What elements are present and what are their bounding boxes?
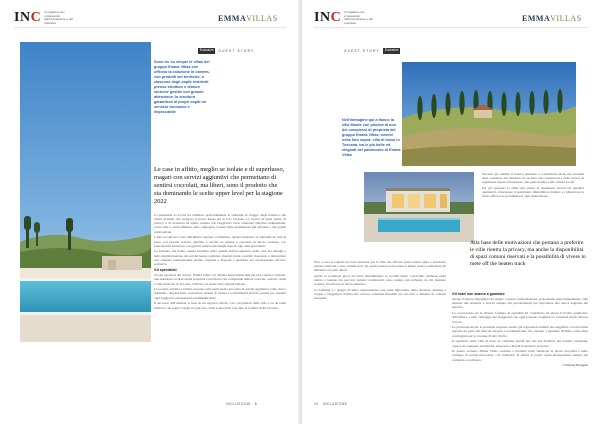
left-folio	[226, 402, 257, 406]
inc-brand-prefix: IN	[14, 10, 31, 26]
left-lead-paragraph: Le case in affitto, meglio se isolate e di superlusso, magari con servizi aggiuntivi che permettano di sentirsi coccolati, ma liberi, sono il prodotto che sta dominando le scelte upper level per la stagione 2022	[154, 166, 285, 205]
right-body-column-2	[452, 290, 588, 369]
left-body-column	[154, 213, 286, 311]
section-label	[198, 48, 254, 54]
inc-logo	[14, 11, 74, 25]
right-folio	[314, 402, 347, 406]
folio-label: INCLUSIONE	[322, 402, 348, 406]
section-badge: Exclusive	[384, 48, 399, 52]
right-body-paragraph: Non a caso si registra un forte interesse per le ville che offrono spazi esterni ampi e attrezzati, piscine riservate e aree comuni dove gli ospiti possono trascorrere il tempo senza condividere gli ambienti con altri turisti.	[314, 260, 446, 273]
right-body-paragraph: Le prenotazioni per la prossima stagione stanno già registrando numeri incoraggianti, con un'ottima risposta da parte dei mercati europei e nordamericani, che tornano a guardare all'Italia come meta privilegiata per le vacanze di alto livello.	[452, 325, 588, 338]
inc-tagline: Il magazine dei protagonisti dell'innovazione e del business	[344, 10, 373, 25]
right-photo-caption: Nell'immagine qui a fianco la villa Monte con piscina di uno dei complessi di proprietà del gruppo Emma Villas, mentre nella foto sopra: villa di lusso in Toscana, tra le più belle ed eleganti del patrimonio di Emma Villas	[342, 118, 401, 157]
left-body-paragraph: Il successo dell'azienda si basa su un rapporto diretto con i proprietari delle ville e su un team dedicato che segue l'ospite in ogni fase, dalla scelta della casa fino al termine della vacanza.	[154, 301, 286, 310]
left-photo-caption: Sono tre su cinque le villas del gruppo Emma Villas che offrono la colazione in camera, con prodotti del territorio, a ciascuno degli ospiti residenti presso strutture e dimore storiche gestite con grande attenzione: la struttura garantisce ai propri ospiti un servizio esclusivo e impeccabile	[154, 60, 210, 114]
right-body-paragraph: La concorrenza tra le diverse formule di ospitalità ha contribuito ad alzare il livello qualitativo dell'offerta, a tutto vantaggio dei viaggiatori che oggi possono scegliere tra soluzioni molto diverse tra loro.	[452, 311, 588, 324]
inc-logo	[314, 11, 374, 25]
partner-suffix: VILLAS	[246, 14, 278, 23]
section-title: GUEST STORY	[218, 48, 255, 53]
tuscan-hills-illustration	[402, 62, 576, 166]
right-body-paragraph: Anche la posizione gioca un ruolo determinante: le località meno conosciute, immerse nella natura e lontane dai percorsi turistici tradizionali, sono sempre più richieste da chi desidera scoprire il territorio in modo autentico.	[314, 274, 446, 287]
left-subheading: Gli specialisti	[154, 268, 177, 273]
right-body-paragraph: In questo scenario Emma Villas continua a investire nella selezione di nuove proprietà e nello sviluppo di servizi innovativi, con l'obiettivo di offrire ai propri ospiti un'esperienza sempre più completa e su misura.	[452, 349, 588, 362]
partner-suffix: VILLAS	[550, 14, 582, 23]
author-signature: Cristiana Bevagna	[562, 363, 588, 368]
right-body-column-1	[314, 260, 446, 302]
section-label	[344, 48, 400, 54]
section-title: GUEST STORY	[344, 48, 380, 53]
emma-villas-logo	[218, 14, 278, 23]
inc-tagline: Il magazine dei protagonisti dell'innovazione e del business	[44, 10, 73, 25]
right-body-paragraph: Anche il settore alberghiero ha reagito a questa trasformazione, proponendo suite indipendenti, ville annesse alle strutture e servizi sempre più personalizzati per rispondere alle nuove esigenze del mercato.	[452, 297, 588, 310]
partner-name: EMMA	[218, 14, 247, 23]
right-pullquote: Alla base delle motivazioni che portano a preferire le ville rientra la privacy, ma anche la disponibilità di spazi comuni riservati e la possibilità di vivere in mete off the beaten track	[470, 240, 586, 267]
right-body-paragraph: Per gli operatori la sfida sarà quella di mantenere elevati gli standard qualitativi, valorizzare il patrimonio immobiliare italiano e comunicare in modo efficace le peculiarità di ogni destinazione.	[482, 186, 584, 199]
left-body-paragraph: Le strutture che hanno saputo investire nella qualità dell'accoglienza, nella cura dei dettagli e nella digitalizzazione dei servizi hanno registrato risultati molto positivi, riuscendo a intercettare una clientela internazionale attenta, esigente e disposta a spendere per un'esperienza davvero esclusiva.	[154, 249, 286, 266]
left-body-paragraph: I dati raccolti nel corso dell'ultima stagione confermano questa tendenza: la domanda di ville di lusso con piscina privata, giardino e servizi su misura è cresciuta in modo costante, con prenotazioni anticipate e soggiorni sempre più lunghi rispetto agli anni precedenti.	[154, 235, 286, 248]
inc-brand-prefix: IN	[314, 10, 331, 26]
header-rule	[314, 27, 588, 28]
right-body-paragraph: Le famiglie e i gruppi di amici rappresentano una parte importante della clientela, insieme a coppie e viaggiatori d'affari che cercano soluzioni flessibili per lavorare a distanza in contesti rilassanti.	[314, 288, 446, 301]
modern-villa-photo	[364, 172, 474, 242]
left-body-paragraph: Tra gli operatori del settore, Emma Villas si è distinta negli ultimi anni per una crescita continua, una selezione accurata delle proprietà e un'offerta che comprende dimore storiche, castelli, casali e ville moderne in Toscana, Umbria e in molte altre regioni italiane.	[154, 273, 286, 286]
inc-brand-accent: C	[330, 10, 342, 26]
header-rule	[14, 27, 286, 28]
page-number: 8	[254, 402, 258, 406]
left-body-paragraph: La società, fondata a Chiusi, propone agli ospiti anche una serie di servizi aggiuntivi come chef a domicilio, degustazioni, escursioni, lezioni di cucina e trasferimenti privati, pensati per rendere ogni soggiorno un'esperienza indimenticabile.	[154, 287, 286, 300]
emma-villas-logo	[522, 14, 582, 23]
right-body-paragraph: Il segmento delle ville di lusso si conferma quindi uno dei più dinamici del turismo nazionale, capace di coniugare esclusività, sicurezza e libertà in un'unica proposta.	[452, 339, 588, 348]
section-badge: Exclusive	[200, 48, 214, 52]
folio-label: INCLUSIONE	[226, 402, 251, 406]
left-body-paragraph: La pandemia da Covid ha cambiato profondamente le abitudini di viaggio degli italiani e dei turisti stranieri che scelgono il nostro Paese per le loro vacanze. La ricerca di spazi aperti, di privacy e di sicurezza ha spinto sempre più viaggiatori verso soluzioni abitative indipendenti, come ville e casali immersi nella campagna, lontani dalle destinazioni più affollate e dai grandi centri urbani.	[154, 213, 286, 234]
page-number: 10	[314, 402, 319, 406]
villa-terrace-photo	[20, 42, 151, 342]
villa-terrace-illustration	[20, 42, 151, 342]
right-top-column	[482, 172, 584, 200]
right-body-paragraph: Secondo gli analisti, il trend è destinato a consolidarsi anche nei prossimi anni, sostenuto dal desiderio di vacanze più consapevoli e dalla ricerca di esperienze legate al benessere, alla gastronomia e alla cultura locale.	[482, 172, 584, 185]
inc-brand-accent: C	[30, 10, 42, 26]
partner-name: EMMA	[522, 14, 551, 23]
right-page	[302, 0, 600, 424]
right-subheading: Gli hotel non stanno a guardare	[452, 292, 505, 296]
tuscan-hills-photo	[402, 62, 576, 166]
modern-villa-illustration	[364, 172, 474, 242]
